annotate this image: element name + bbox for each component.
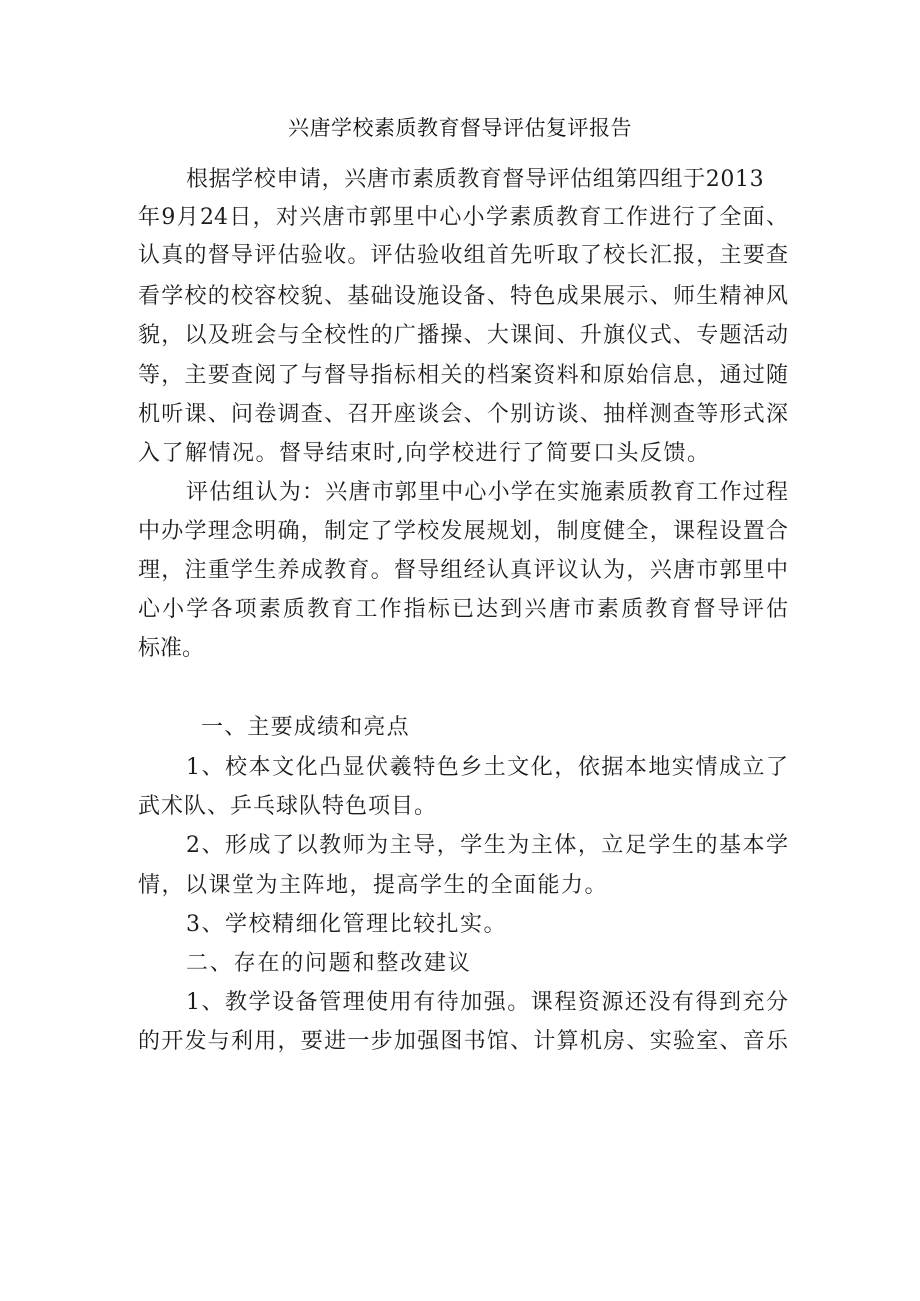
paragraph-line: 武术队、乒乓球队特色项目。 (138, 794, 438, 819)
paragraph-line: 理，注重学生养成教育。督导组经认真评议认为，兴唐市郭里中 (138, 558, 788, 583)
paragraph-line: 2、形成了以教师为主导，学生为主体，立足学生的基本学 (186, 833, 788, 858)
paragraph-line: 的开发与利用，要进一步加强图书馆、计算机房、实验室、音乐 (138, 1029, 788, 1054)
paragraph-line: 入了解情况。督导结束时,向学校进行了简要口头反馈。 (138, 441, 711, 466)
paragraph-line: 貌，以及班会与全校性的广播操、大课间、升旗仪式、专题活动 (138, 323, 788, 348)
paragraph-line: 评估组认为：兴唐市郭里中心小学在实施素质教育工作过程 (186, 480, 788, 505)
paragraph-line: 心小学各项素质教育工作指标已达到兴唐市素质教育督导评估 (138, 597, 788, 622)
document-title: 兴唐学校素质教育督导评估复评报告 (288, 116, 632, 140)
paragraph-line: 年9月24日，对兴唐市郭里中心小学素质教育工作进行了全面、 (138, 205, 788, 230)
paragraph-line: 1、教学设备管理使用有待加强。课程资源还没有得到充分 (186, 990, 788, 1015)
paragraph-line: 标准。 (138, 636, 205, 661)
paragraph-line: 等，主要查阅了与督导指标相关的档案资料和原始信息，通过随 (138, 363, 788, 388)
paragraph-line: 根据学校申请，兴唐市素质教育督导评估组第四组于2013 (186, 167, 765, 192)
section-heading: 一、主要成绩和亮点 (201, 715, 410, 740)
paragraph-line: 机听课、问卷调查、召开座谈会、个别访谈、抽样测查等形式深 (138, 402, 788, 427)
section-heading: 二、存在的问题和整改建议 (186, 951, 472, 976)
paragraph-line: 中办学理念明确，制定了学校发展规划，制度健全，课程设置合 (138, 519, 788, 544)
paragraph-line: 情，以课堂为主阵地，提高学生的全面能力。 (138, 873, 609, 898)
paragraph-line: 3、学校精细化管理比较扎实。 (186, 912, 507, 937)
paragraph-line: 看学校的校容校貌、基础设施设备、特色成果展示、师生精神风 (138, 284, 788, 309)
paragraph-line: 认真的督导评估验收。评估验收组首先听取了校长汇报，主要查 (138, 243, 788, 268)
paragraph-line: 1、校本文化凸显伏羲特色乡土文化，依据本地实情成立了 (186, 755, 788, 780)
